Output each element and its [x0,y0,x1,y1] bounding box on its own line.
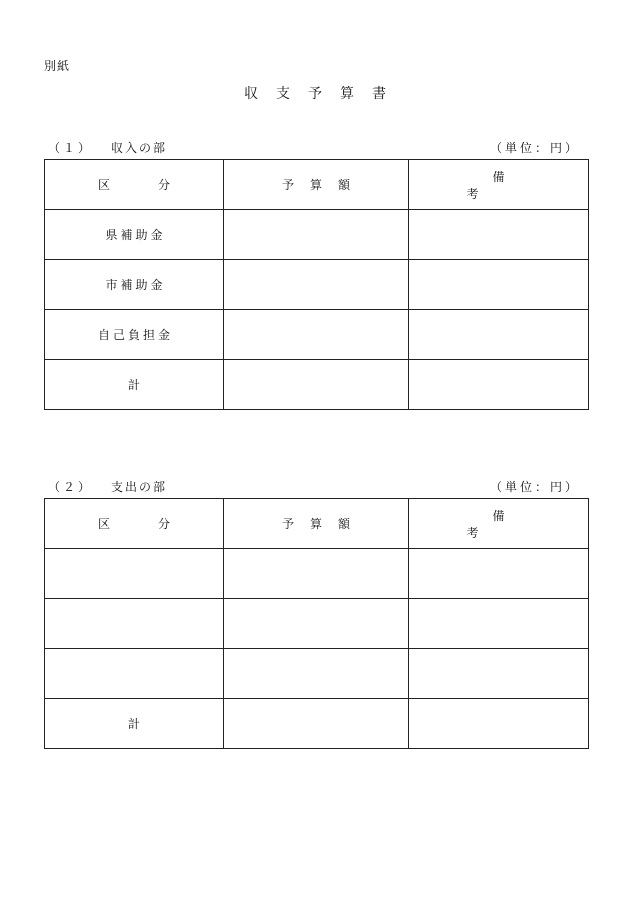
amount-cell[interactable] [224,649,409,699]
note-cell[interactable] [409,599,589,649]
income-section-label [48,139,167,156]
document-title: 収支予算書 [244,86,404,102]
note-cell[interactable] [409,310,589,360]
header-category: 区分 [45,499,224,549]
table-row [45,649,589,699]
header-category: 区分 [45,160,224,210]
header-remarks: 備考 [409,499,589,549]
expense-section-name: 支出の部 [111,480,168,494]
category-cell[interactable] [45,649,224,699]
total-label-cell: 計 [45,699,224,749]
category-cell[interactable] [45,599,224,649]
table-row [45,310,589,360]
note-cell[interactable] [409,649,589,699]
table-header-row [45,499,589,549]
table-row [45,260,589,310]
expense-section-label [48,478,167,495]
table-row [45,549,589,599]
category-cell: 市補助金 [45,260,224,310]
table-total-row [45,699,589,749]
category-cell: 県補助金 [45,210,224,260]
amount-cell[interactable] [224,260,409,310]
amount-cell[interactable] [224,549,409,599]
note-cell[interactable] [409,360,589,410]
table-row [45,599,589,649]
table-total-row [45,360,589,410]
income-section-name: 収入の部 [111,141,168,155]
note-cell[interactable] [409,699,589,749]
amount-cell[interactable] [224,699,409,749]
total-label-cell: 計 [45,360,224,410]
table-row [45,210,589,260]
category-cell: 自己負担金 [45,310,224,360]
expense-section-number: （２） [48,480,94,494]
amount-cell[interactable] [224,310,409,360]
income-unit-label: （単位：円） [489,141,580,155]
income-section-number: （１） [48,141,94,155]
amount-cell[interactable] [224,599,409,649]
category-cell[interactable] [45,549,224,599]
header-budget-amount: 予算額 [224,160,409,210]
expense-unit-label: （単位：円） [489,480,580,494]
table-header-row [45,160,589,210]
header-remarks: 備考 [409,160,589,210]
note-cell[interactable] [409,210,589,260]
note-cell[interactable] [409,549,589,599]
amount-cell[interactable] [224,210,409,260]
amount-cell[interactable] [224,360,409,410]
note-cell[interactable] [409,260,589,310]
income-table [44,159,589,410]
expense-table [44,498,589,749]
attachment-label: 別紙 [44,59,71,73]
header-budget-amount: 予算額 [224,499,409,549]
